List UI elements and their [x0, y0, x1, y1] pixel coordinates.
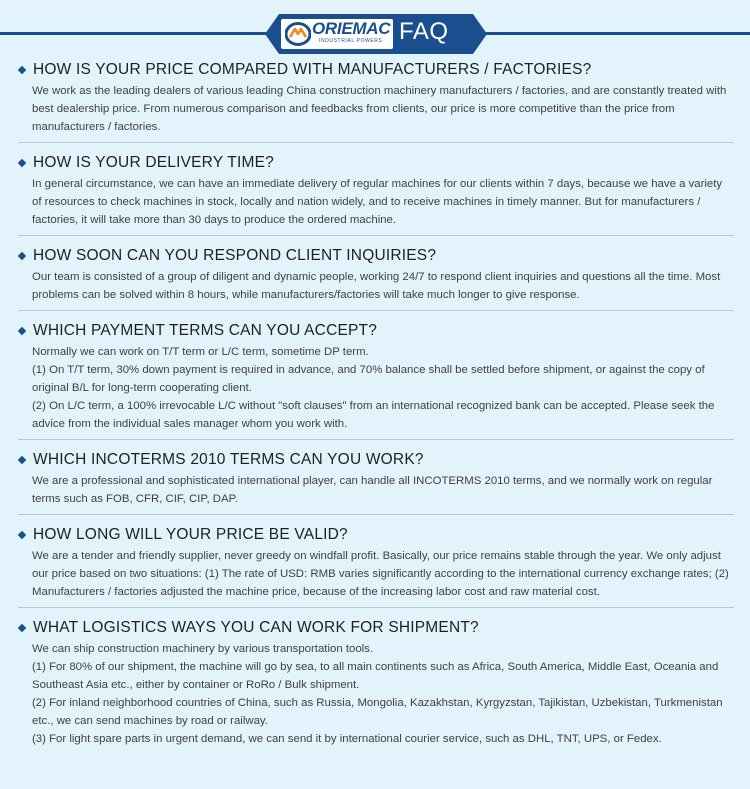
faq-answer — [18, 82, 734, 136]
faq-list — [18, 60, 734, 764]
diamond-bullet-icon — [18, 456, 26, 464]
answer-paragraph: (3) For light spare parts in urgent demand, we can send it by international courier service, such as DHL, TNT, UPS, or Fedex. — [32, 733, 662, 745]
faq-item-price-validity — [18, 525, 734, 608]
page-title: FAQ — [399, 18, 449, 45]
diamond-bullet-icon — [18, 531, 26, 539]
diamond-bullet-icon — [18, 252, 26, 260]
question-text: WHICH INCOTERMS 2010 TERMS CAN YOU WORK? — [33, 451, 424, 468]
question-text: HOW IS YOUR PRICE COMPARED WITH MANUFACTURERS / FACTORIES? — [33, 61, 592, 78]
diamond-bullet-icon — [18, 624, 26, 632]
faq-item-response-time — [18, 246, 734, 311]
logo-tagline: INDUSTRIAL POWERS — [319, 38, 383, 44]
diamond-bullet-icon — [18, 159, 26, 167]
faq-item-logistics — [18, 618, 734, 754]
question-text: HOW LONG WILL YOUR PRICE BE VALID? — [33, 526, 348, 543]
question-text: WHAT LOGISTICS WAYS YOU CAN WORK FOR SHIPMENT? — [33, 619, 479, 636]
diamond-bullet-icon — [18, 327, 26, 335]
faq-item-delivery-time — [18, 153, 734, 236]
diamond-bullet-icon — [18, 66, 26, 74]
faq-question — [18, 525, 734, 545]
faq-answer — [18, 640, 734, 748]
answer-paragraph: We work as the leading dealers of various leading China construction machinery manufacturers / factories, and are constantly treated with best dealership price. From numerous comparison and feedbacks from clients, our price is more competitive than the price from manufacturers / factories. — [32, 85, 727, 133]
faq-question — [18, 246, 734, 266]
question-text: WHICH PAYMENT TERMS CAN YOU ACCEPT? — [33, 322, 378, 339]
answer-paragraph: We are a professional and sophisticated international player, can handle all INCOTERMS 2010 terms, and we normally work on regular terms such as FOB, CFR, CIF, CIP, DAP. — [32, 475, 713, 505]
answer-paragraph: We can ship construction machinery by various transportation tools. — [32, 643, 374, 655]
answer-paragraph: (1) On T/T term, 30% down payment is required in advance, and 70% balance shall be settled before shipment, or against the copy of original B/L for long-term cooperating client. — [32, 364, 705, 394]
faq-question — [18, 321, 734, 341]
faq-item-price-comparison — [18, 60, 734, 143]
answer-paragraph: (2) For inland neighborhood countries of China, such as Russia, Mongolia, Kazakhstan, Kyrgyzstan, Tajikistan, Uzbekistan, Turkmenistan etc., we can send machines by road or railway. — [32, 697, 723, 727]
answer-paragraph: Normally we can work on T/T term or L/C term, sometime DP term. — [32, 346, 369, 358]
answer-paragraph: (1) For 80% of our shipment, the machine will go by sea, to all main continents such as Africa, South America, Middle East, Oceania and Southeast Asia etc., either by container or RoRo / Bulk shipment. — [32, 661, 719, 691]
faq-question — [18, 450, 734, 470]
logo-wordmark: ORIEMAC — [312, 19, 391, 38]
faq-question — [18, 153, 734, 173]
oriemac-logo-icon — [285, 22, 311, 46]
faq-answer — [18, 175, 734, 229]
faq-question — [18, 618, 734, 638]
question-text: HOW IS YOUR DELIVERY TIME? — [33, 154, 274, 171]
faq-answer — [18, 268, 734, 304]
faq-item-payment-terms — [18, 321, 734, 440]
answer-paragraph: (2) On L/C term, a 100% irrevocable L/C without "soft clauses" from an international recognized bank can be accepted. Please seek the advice from the individual sales manager whom you work with. — [32, 400, 715, 430]
answer-paragraph: We are a tender and friendly supplier, never greedy on windfall profit. Basically, our price remains stable through the year. We only adjust our price based on two situations: (1) The rate of USD: RMB varies significantly according to the international currency exchange rates; (2) Manufacturers / factories adjusted the machine price, because of the increasing labor cost and raw material cost. — [32, 550, 729, 598]
answer-paragraph: In general circumstance, we can have an immediate delivery of regular machines for our clients within 7 days, because we have a variety of resources to check machines in stock, locally and nation widely, and to receive machines in timely manner. But for manufacturers / factories, it will take more than 30 days to produce the ordered machine. — [32, 178, 723, 226]
answer-paragraph: Our team is consisted of a group of diligent and dynamic people, working 24/7 to respond client inquiries and questions all the time. Most problems can be solved within 8 hours, while manufacturers/factories will take much longer to give response. — [32, 271, 721, 301]
faq-item-incoterms — [18, 450, 734, 515]
faq-answer — [18, 343, 734, 433]
faq-question — [18, 60, 734, 80]
faq-answer — [18, 547, 734, 601]
faq-answer — [18, 472, 734, 508]
question-text: HOW SOON CAN YOU RESPOND CLIENT INQUIRIES? — [33, 247, 437, 264]
